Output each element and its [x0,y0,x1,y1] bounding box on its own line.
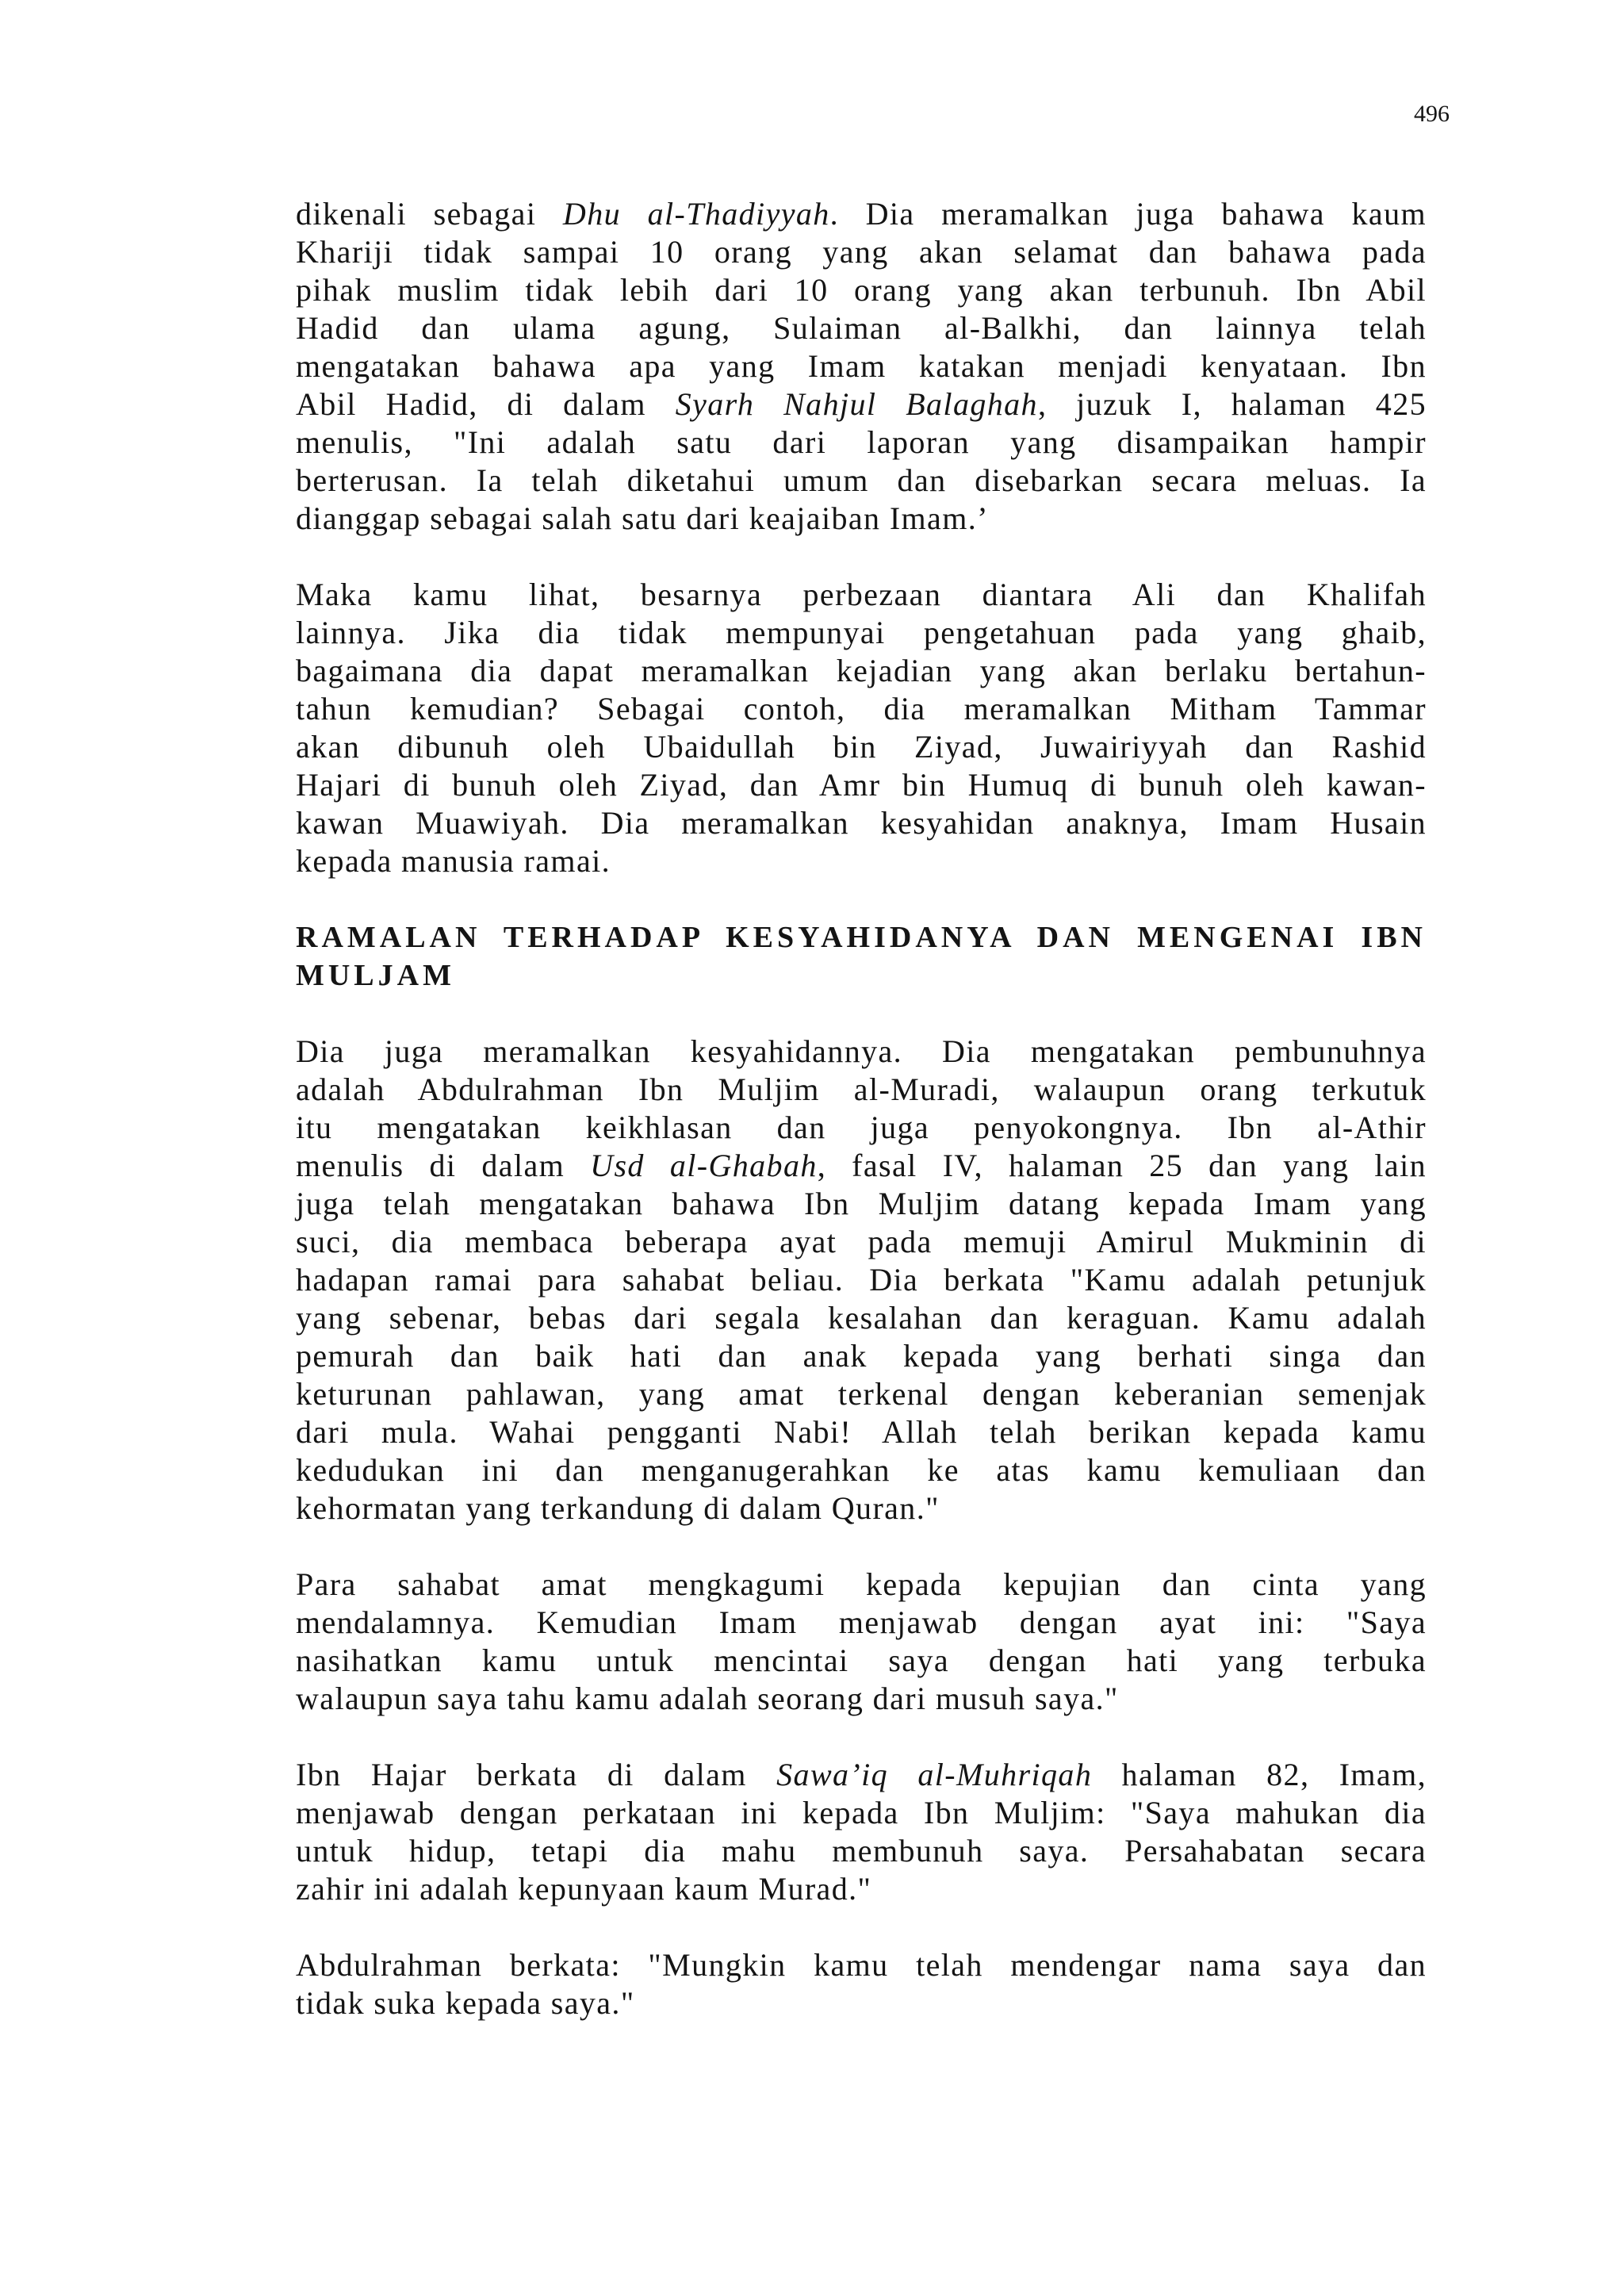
text-segment: suci, dia membaca beberapa ayat pada memuji Amirul Mukminin di [296,1224,1427,1259]
text-segment: halaman 82, Imam, [1092,1757,1427,1792]
text-segment: pihak muslim tidak lebih dari 10 orang yang akan terbunuh. Ibn Abil [296,272,1427,308]
text-segment: Abil Hadid, di dalam [296,386,676,422]
text-line [296,271,1427,309]
text-line [296,1375,1427,1413]
text-segment: mendalamnya. Kemudian Imam menjawab dengan ayat ini: "Saya [296,1604,1427,1640]
text-line [296,1870,1427,1908]
text-segment: kedudukan ini dan menganugerahkan ke atas kamu kemuliaan dan [296,1452,1427,1488]
text-segment: zahir ini adalah kepunyaan kaum Murad." [296,1871,872,1907]
text-line [296,1261,1427,1299]
text-line [296,956,1427,995]
section-heading [296,918,1427,995]
italic-title: Dhu al-Thadiyyah [562,196,830,232]
text-segment: Dia juga meramalkan kesyahidannya. Dia mengatakan pembunuhnya [296,1033,1427,1069]
text-segment: adalah Abdulrahman Ibn Muljim al-Muradi, walaupun orang terkutuk [296,1071,1427,1107]
text-line [296,1680,1427,1718]
text-line [296,1451,1427,1489]
text-line [296,1033,1427,1071]
text-segment: Ibn Hajar berkata di dalam [296,1757,777,1792]
text-segment: MULJAM [296,959,455,992]
text-line [296,233,1427,271]
text-segment: , juzuk I, halaman 425 [1037,386,1427,422]
text-segment: Hajari di bunuh oleh Ziyad, dan Amr bin Humuq di bunuh oleh kawan- [296,767,1427,803]
text-segment: juga telah mengatakan bahawa Ibn Muljim datang kepada Imam yang [296,1186,1427,1221]
text-line [296,614,1427,652]
text-line [296,500,1427,538]
text-line [296,1604,1427,1642]
paragraph [296,1033,1427,1527]
text-segment: pemurah dan baik hati dan anak kepada yang berhati singa dan [296,1338,1427,1374]
text-segment: walaupun saya tahu kamu adalah seorang dari musuh saya." [296,1681,1119,1716]
paragraph [296,195,1427,538]
text-segment: tidak suka kepada saya." [296,1985,635,2021]
italic-title: Syarh Nahjul Balaghah [675,386,1038,422]
text-line [296,1337,1427,1375]
text-line [296,918,1427,956]
text-line [296,1109,1427,1147]
text-segment: hadapan ramai para sahabat beliau. Dia berkata "Kamu adalah petunjuk [296,1262,1427,1297]
text-line [296,347,1427,385]
text-line [296,1984,1427,2022]
text-line [296,1489,1427,1527]
text-line [296,728,1427,766]
text-segment: dari mula. Wahai pengganti Nabi! Allah telah berikan kepada kamu [296,1414,1427,1450]
text-line [296,1185,1427,1223]
text-segment: Maka kamu lihat, besarnya perbezaan diantara Ali dan Khalifah [296,577,1427,612]
text-line [296,1147,1427,1185]
paragraph [296,1756,1427,1908]
text-segment: . Dia meramalkan juga bahawa kaum [829,196,1427,232]
text-line [296,1566,1427,1604]
text-line [296,385,1427,424]
text-segment: bagaimana dia dapat meramalkan kejadian yang akan berlaku bertahun- [296,653,1427,688]
text-segment: dianggap sebagai salah satu dari keajaiban Imam.’ [296,500,989,536]
text-segment: tahun kemudian? Sebagai contoh, dia meramalkan Mitham Tammar [296,691,1427,726]
text-segment: menulis di dalam [296,1148,591,1183]
text-line [296,1223,1427,1261]
text-segment: dikenali sebagai [296,196,563,232]
text-line [296,652,1427,690]
text-segment: RAMALAN TERHADAP KESYAHIDANYA DAN MENGENAI IBN [296,921,1427,954]
paragraph [296,1566,1427,1718]
text-segment: itu mengatakan keikhlasan dan juga penyokongnya. Ibn al-Athir [296,1110,1427,1145]
text-segment: mengatakan bahawa apa yang Imam katakan menjadi kenyataan. Ibn [296,348,1427,384]
text-segment: nasihatkan kamu untuk mencintai saya dengan hati yang terbuka [296,1642,1427,1678]
page-number: 496 [1414,101,1450,127]
text-segment: Para sahabat amat mengkagumi kepada kepujian dan cinta yang [296,1566,1427,1602]
text-line [296,462,1427,500]
text-line [296,309,1427,347]
text-line [296,766,1427,804]
text-segment: menulis, "Ini adalah satu dari laporan yang disampaikan hampir [296,424,1427,460]
text-segment: berterusan. Ia telah diketahui umum dan disebarkan secara meluas. Ia [296,462,1427,498]
text-line [296,195,1427,233]
text-segment: kepada manusia ramai. [296,843,611,879]
text-line [296,424,1427,462]
text-line [296,1299,1427,1337]
text-line [296,1794,1427,1832]
text-segment: menjawab dengan perkataan ini kepada Ibn Muljim: "Saya mahukan dia [296,1795,1427,1830]
text-segment: Hadid dan ulama agung, Sulaiman al-Balkhi, dan lainnya telah [296,310,1427,346]
text-line [296,842,1427,880]
text-line [296,1413,1427,1451]
text-line [296,1946,1427,1984]
text-segment: Khariji tidak sampai 10 orang yang akan selamat dan bahawa pada [296,234,1427,270]
italic-title: Sawa’iq al-Muhriqah [776,1757,1093,1792]
text-segment: akan dibunuh oleh Ubaidullah bin Ziyad, Juwairiyyah dan Rashid [296,729,1427,765]
text-line [296,690,1427,728]
text-segment: kawan Muawiyah. Dia meramalkan kesyahidan anaknya, Imam Husain [296,805,1427,841]
text-segment: kehormatan yang terkandung di dalam Quran." [296,1490,940,1526]
page-body [296,195,1427,2060]
text-line [296,1642,1427,1680]
text-segment: keturunan pahlawan, yang amat terkenal dengan keberanian semenjak [296,1376,1427,1412]
paragraph [296,1946,1427,2022]
italic-title: Usd al-Ghabah [590,1148,818,1183]
text-segment: Abdulrahman berkata: "Mungkin kamu telah mendengar nama saya dan [296,1947,1427,1983]
text-segment: , fasal IV, halaman 25 dan yang lain [817,1148,1427,1183]
text-line [296,1756,1427,1794]
paragraph [296,576,1427,880]
text-line [296,1071,1427,1109]
text-line [296,804,1427,842]
text-segment: lainnya. Jika dia tidak mempunyai pengetahuan pada yang ghaib, [296,615,1427,650]
text-line [296,576,1427,614]
text-line [296,1832,1427,1870]
text-segment: yang sebenar, bebas dari segala kesalahan dan keraguan. Kamu adalah [296,1300,1427,1336]
text-segment: untuk hidup, tetapi dia mahu membunuh saya. Persahabatan secara [296,1833,1427,1869]
